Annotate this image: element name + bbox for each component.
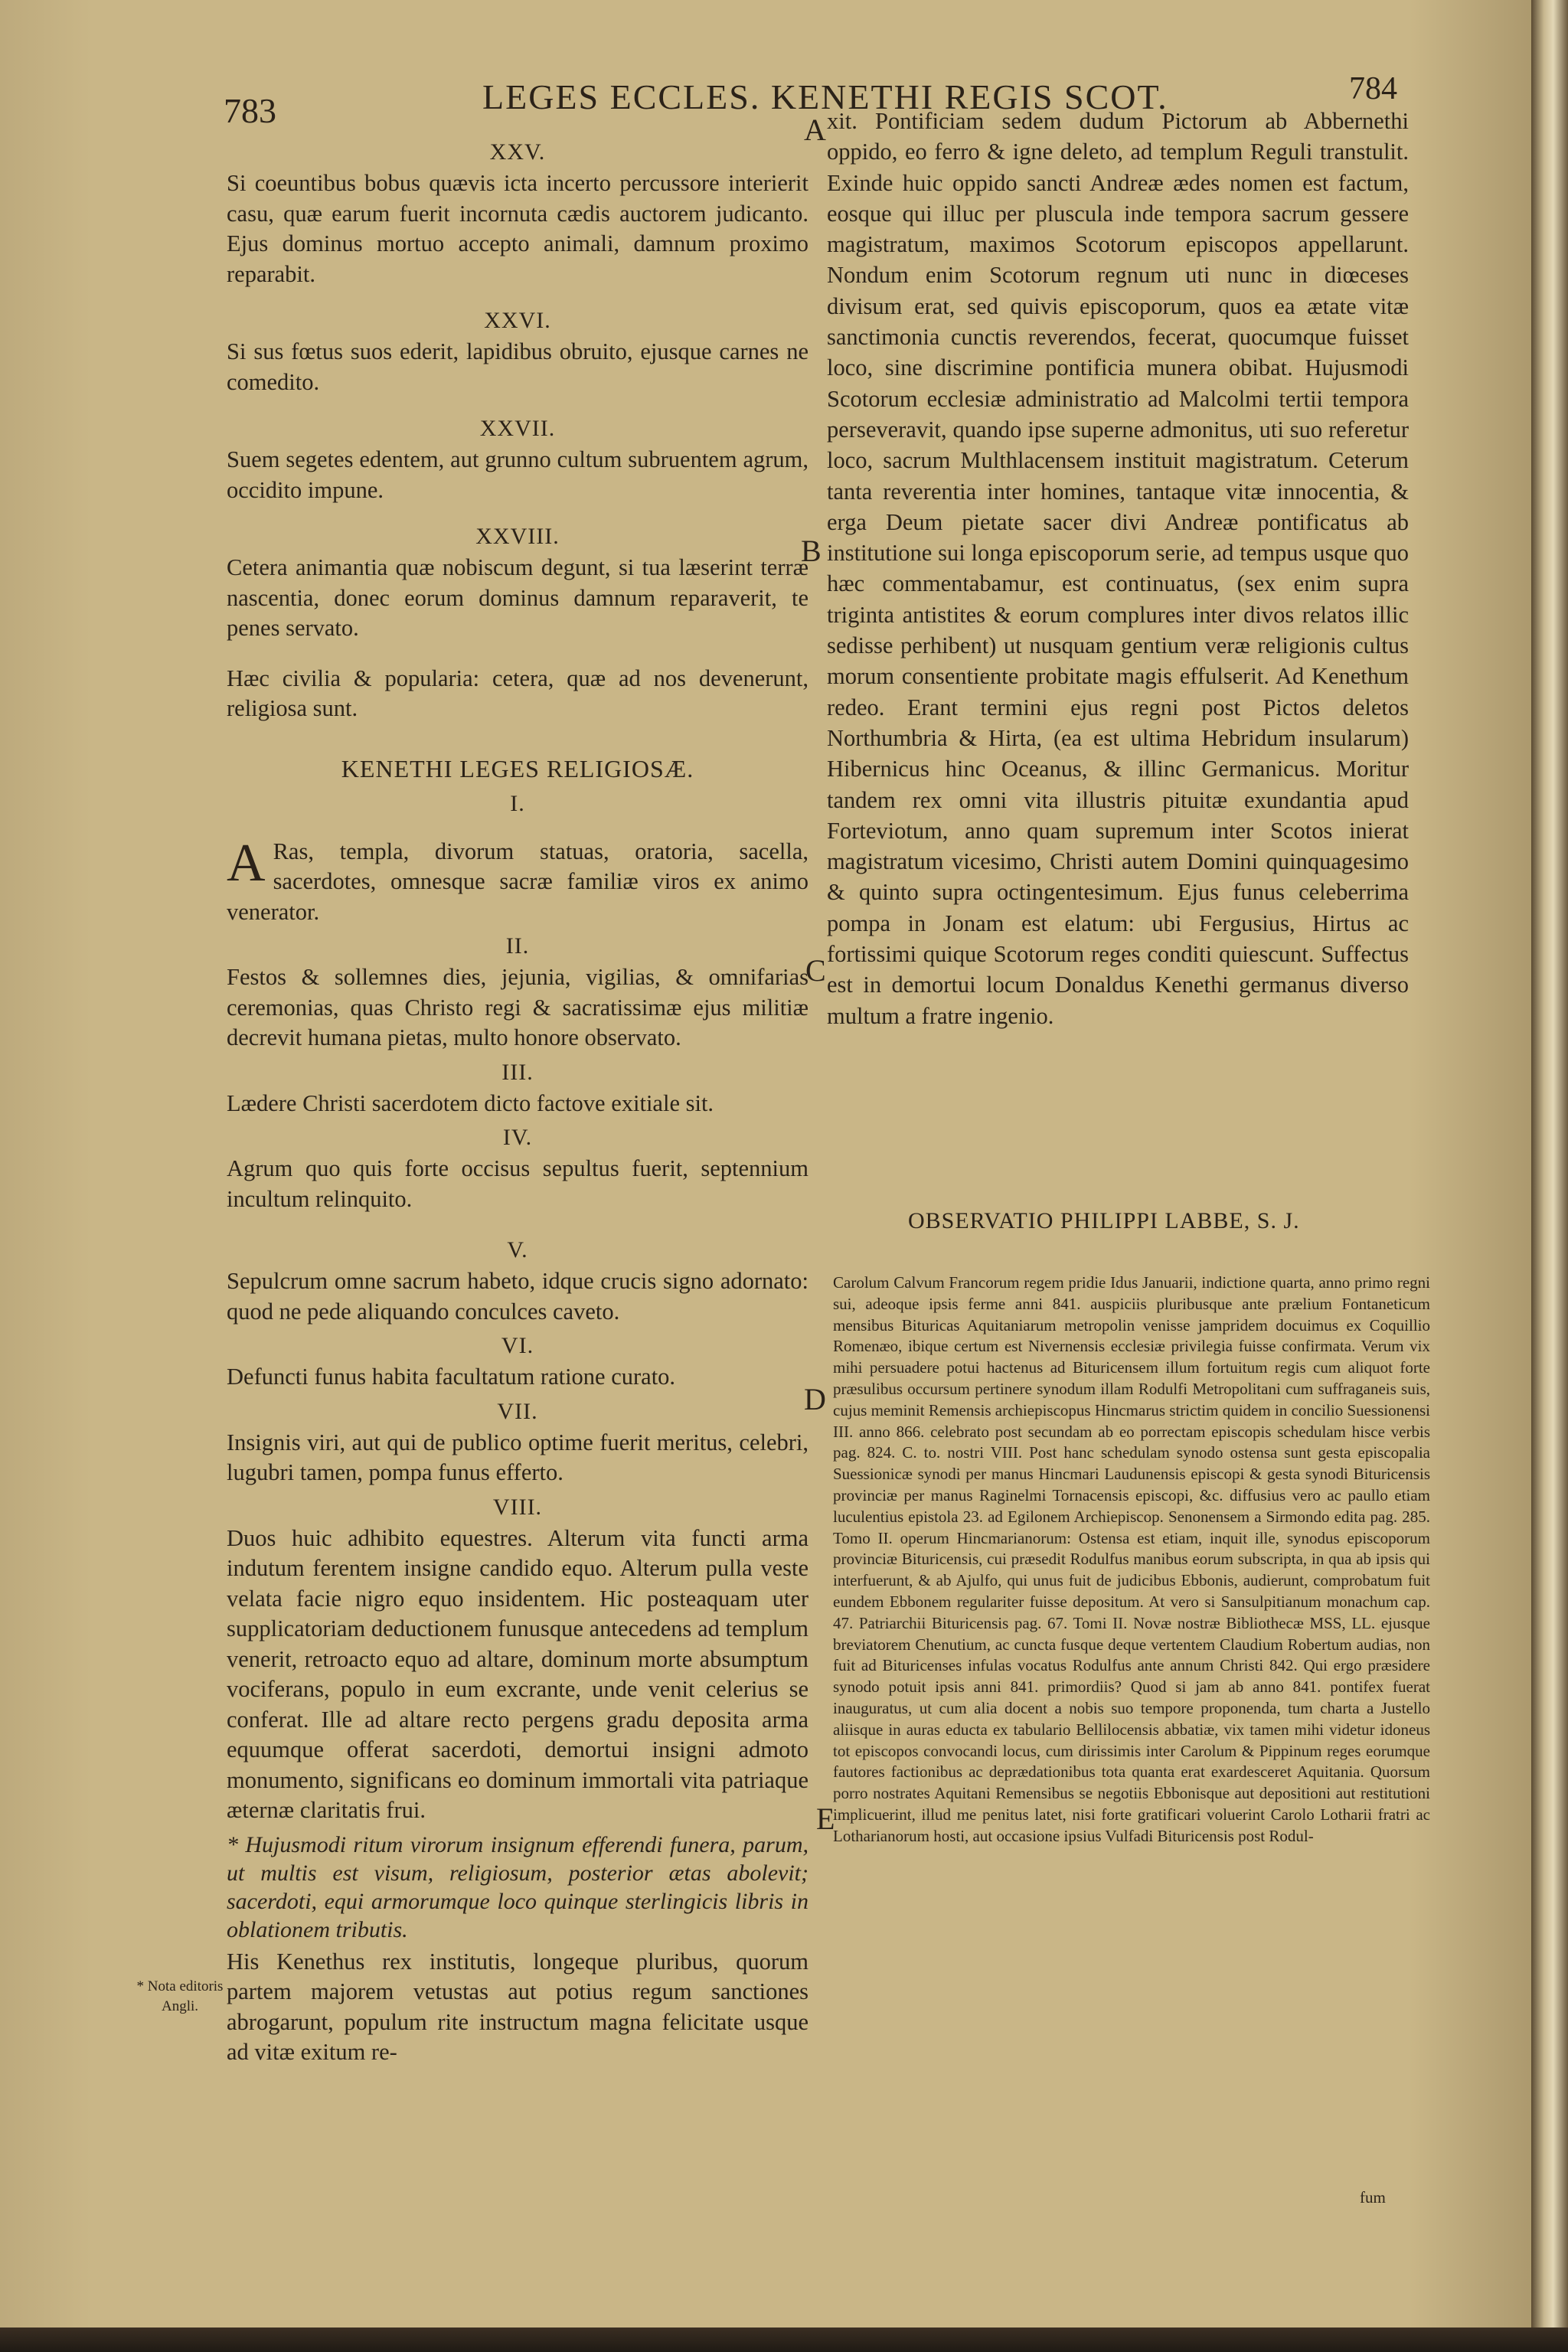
section-number: XXVI.	[484, 308, 551, 333]
left-column	[227, 139, 808, 2068]
book-bottom-edge	[0, 2328, 1568, 2352]
margin-marker-e: E	[816, 1802, 835, 1836]
catchword: fum	[1360, 2188, 1386, 2207]
law-section	[227, 1494, 808, 1826]
section-text: Lædere Christi sacerdotem dicto factove exitiale sit.	[227, 1089, 714, 1116]
page-number-left: 783	[224, 91, 276, 130]
section-text: Sepulcrum omne sacrum habeto, idque crucis signo adornato: quod ne pede aliquando conculces caveto.	[227, 1268, 808, 1325]
section-text: Agrum quo quis forte occisus sepultus fuerit, septennium incultum relinquito.	[227, 1155, 808, 1212]
margin-marker-a: A	[804, 113, 826, 147]
section-text	[227, 833, 808, 928]
book-gutter-edge	[1531, 0, 1568, 2352]
observation-text: Carolum Calvum Francorum regem pridie Idus Januarii, indictione quarta, anno primo regni sui, adeoque ipsis ferme anni 841. auspiciis pluribusque ante prælium Fontaneticum mensibus Bituricas Aquitaniarum metropolin venisse jampridem docuimus ex Coquillio Romenæo, ibique certum est Nivernensis ecclesiæ privilegia fuisse confirmata. Verum vix mihi persuadere potui hactenus ad Bituricensem illum fortuitum regis cum aliquot forte præsulibus occursum pertinere synodum illam Rodulfi Metropolitani cum suffraganeis suis, cujus meminit Remensis archiepiscopus Hincmarus strictim quidem in concilio Suessionensi III. anno 866. celebrato post secundam ab eo porrectam episcopis schedulam hisce verbis pag. 824. C. to. nostri VIII. Post hanc schedulam synodo ostensa sunt gesta episcopalia Suessionicæ synodi per manus Hincmari Laudunensis episcopi & gesta synodi Bituricensis provinciæ per manus Raginelmi Tornacensis episcopi, &c. diffusius vero ac paullo etiam luculentius epistola 23. ad Egilonem Archiepiscop. Senonensem a Sirmondo edita pag. 285. Tomo II. operum Hincmarianorum: Ostensa est etiam, inquit ille, synodus episcoporum provinciæ Bituricensis, cui præsedit Rodulfus manibus eorum subscripta, in qua ab ipsis qui interfuerunt, & ab Ajulfo, qui unus fuit de judicibus Ebbonis, audierunt, comprobatum fuit eundem Ebbonem regulariter fuisse depositum. At vero si Sansulpitianum monachum cap. 47. Patriarchii Bituricensis pag. 67. Tomi II. Novæ nostræ Bibliothecæ MSS, LL. ejusque breviatorem Chenutium, ac cuncta fusque deque vertentem Claudium Robertum audias, non fuit ad Bituricenses infulas vocatus Rodulfus ante annum Christi 842. Qui ergo præsidere synodo potuit ipsis anni 841. primordiis? Quod si jam ab anno 841. pontifex fuerat inauguratus, ut cum alia docent a nobis suo tempore proponenda, tum charta a Justello aliisque in auras educta ex tabulario Bellilocensis abbatiæ, vix tamen mihi videtur idoneus tot episcopos convocandi locus, cum dirissimis inter Carolum & Pippinum reges eorumque fautores factionibus ac deprædationibus tota quanta erat exardesceret Aquitania. Quorsum porro nostrates Aquitani Remensibus se negotiis Ebbonisque aut depositioni aut restitutioni implicuerint, illud me penitus latet, nisi forte gratificari voluerint Carolo Lotharii fratri ac Lotharianorum hosti, aut occasione ipsius Vulfadi Bituricensis post Rodul-	[833, 1273, 1430, 1845]
closing-paragraph: His Kenethus rex institutis, longeque pluribus, quorum partem majorem vetustas aut potius regum sanctiones abrogarunt, populum rite instructum magna felicitate usque ad vitæ exitum re-	[227, 1948, 808, 2065]
law-section	[227, 416, 808, 505]
section-number: VI.	[501, 1333, 534, 1358]
section-number: VII.	[497, 1398, 538, 1424]
margin-marker-b: B	[801, 534, 822, 568]
margin-marker-c: C	[805, 953, 826, 988]
editor-note-italic: * Hujusmodi ritum virorum insignum efferendi funera, parum, ut multis est visum, religiosum, posterior ætas abolevit; sacerdoti, equi armorumque loco quinque sterlingicis libris in oblationem tributis.	[227, 1831, 808, 1942]
law-section	[227, 1060, 808, 1119]
section-number: II.	[505, 933, 530, 959]
section-number: VIII.	[492, 1494, 543, 1520]
observation-heading: OBSERVATIO PHILIPPI LABBE, S. J.	[908, 1208, 1300, 1233]
law-section	[227, 308, 808, 397]
law-section	[227, 1125, 808, 1214]
section-number: III.	[501, 1059, 534, 1085]
religious-laws-heading: KENETHI LEGES RELIGIOSÆ.	[341, 754, 694, 782]
side-note: * Nota editoris Angli.	[136, 1978, 224, 2014]
law-section	[227, 1333, 808, 1393]
running-title: LEGES ECCLES. KENETHI REGIS SCOT.	[482, 77, 1168, 116]
section-number: XXV.	[489, 139, 546, 165]
section-text: Si coeuntibus bobus quævis icta incerto percussore interierit casu, quæ earum fuerit incornuta cædis auctorem judicanto. Ejus dominus mortuo accepto animali, damnum proximo reparabit.	[227, 170, 808, 287]
law-section	[227, 791, 808, 928]
right-column-observation	[833, 1272, 1430, 1847]
section-text: Si sus fœtus suos ederit, lapidibus obruito, ejusque carnes ne comedito.	[227, 338, 808, 395]
section-number: XXVIII.	[475, 524, 560, 549]
section-text: Duos huic adhibito equestres. Alterum vita functi arma indutum ferentem insigne candido equo. Alterum pulla veste velata facie nigro equo insidentem. Hic posteaquam uter supplicatoriam deductionem funusque antecedens ad templum venerit, retroacto equo ad altare, dominum morte absumptum vociferans, populo in eum excrante, unde venit celerius se conferat. Ille ad altare recto pergens gradu deposita arma equumque offerat sacerdoti, demortui insigni admoto monumento, significans eo dominum immortali vita patriaque æternæ claritatis frui.	[227, 1524, 808, 1823]
section-number: I.	[510, 790, 525, 816]
page-number-right: 784	[1349, 71, 1397, 106]
section-text-body: Ras, templa, divorum statuas, oratoria, sacella, sacerdotes, omnesque sacræ familiæ viros ex animo venerator.	[227, 838, 808, 925]
section-text: Festos & sollemnes dies, jejunia, vigilias, & omnifarias ceremonias, quas Christo regi & sacratissimæ ejus militiæ decrevit humana pietas, multo honore observato.	[227, 964, 808, 1050]
law-section	[227, 933, 808, 1054]
section-number: IV.	[502, 1125, 533, 1150]
right-main-text: xit. Pontificiam sedem dudum Pictorum ab Abbernethi oppido, eo ferro & igne deleto, ad templum Reguli transtulit. Exinde huic oppido sancti Andreæ ædes nomen est factum, eosque qui illuc per pluscula inde tempora sacrum gessere magistratum, maximos Scotorum episcopos appellarunt. Nondum enim Scotorum regnum uti nunc in diœceses divisum erat, sed quivis episcoporum, quos ea ætate vitæ sanctimonia cunctis reverendos, fecerat, quocumque fuisset loco, sine discrimine pontificia munera obibat. Hujusmodi Scotorum ecclesiæ administratio ad Malcolmi tertii tempora perseveravit, quando ipse superne admonitus, uti suo referetur loco, sacrum Multhlacensem instituit magistratum. Ceterum tanta reverentia inter homines, tantaque vitæ innocentia, & erga Deum pietate sacer divi Andreæ pontificatus ab institutione sui longa episcoporum serie, ad tempus usque quo hæc commentabamur, est continuatus, (sex enim supra triginta antistites & eorum complures inter divos relatos illic sedisse perhibent) ut nusquam gentium veræ religionis cultus morum consentiente probitate magis effulserit. Ad Kenethum redeo. Erant termini ejus regni post Pictos deletos Northumbria & Hirta, (ea est ultima Hebridum insularum) Hibernicus hinc Oceanus, & illinc Germanicus. Moritur tandem rex omni vita illustris pituitæ exundantia apud Forteviotum, anno quam supremum inter Scotos inierat magistratum vicesimo, Christi autem Domini quinquagesimo & quinto supra octingentesimum. Ejus funus celeberrima pompa in Jonam est elatum: ubi Fergusius, Hirtus ac fortissimi quique Scotorum reges conditi quiescunt. Suffectus est in demortui locum Donaldus Kenethi germanus diverso multum a fratre ingenio.	[827, 108, 1409, 1029]
section-text: Suem segetes edentem, aut grunno cultum subruentem agrum, occidito impune.	[227, 446, 808, 503]
right-column-main	[827, 106, 1409, 1031]
civilia-note: Hæc civilia & popularia: cetera, quæ ad nos devenerunt, religiosa sunt.	[227, 665, 808, 721]
section-text: Defuncti funus habita facultatum ratione curato.	[227, 1364, 676, 1390]
law-section	[227, 524, 808, 644]
law-section	[227, 1237, 808, 1327]
drop-cap: A	[227, 833, 266, 893]
section-text: Insignis viri, aut qui de publico optime fuerit meritus, celebri, lugubri tamen, pompa funus efferto.	[227, 1429, 808, 1485]
margin-marker-d: D	[804, 1382, 826, 1416]
section-text: Cetera animantia quæ nobiscum degunt, si tua læserint terræ nascentia, donec eorum dominus damnum reparaverit, te penes servato.	[227, 554, 808, 641]
law-section	[227, 139, 808, 289]
section-number: XXVII.	[479, 416, 556, 441]
section-number: V.	[507, 1237, 528, 1263]
law-section	[227, 1399, 808, 1488]
